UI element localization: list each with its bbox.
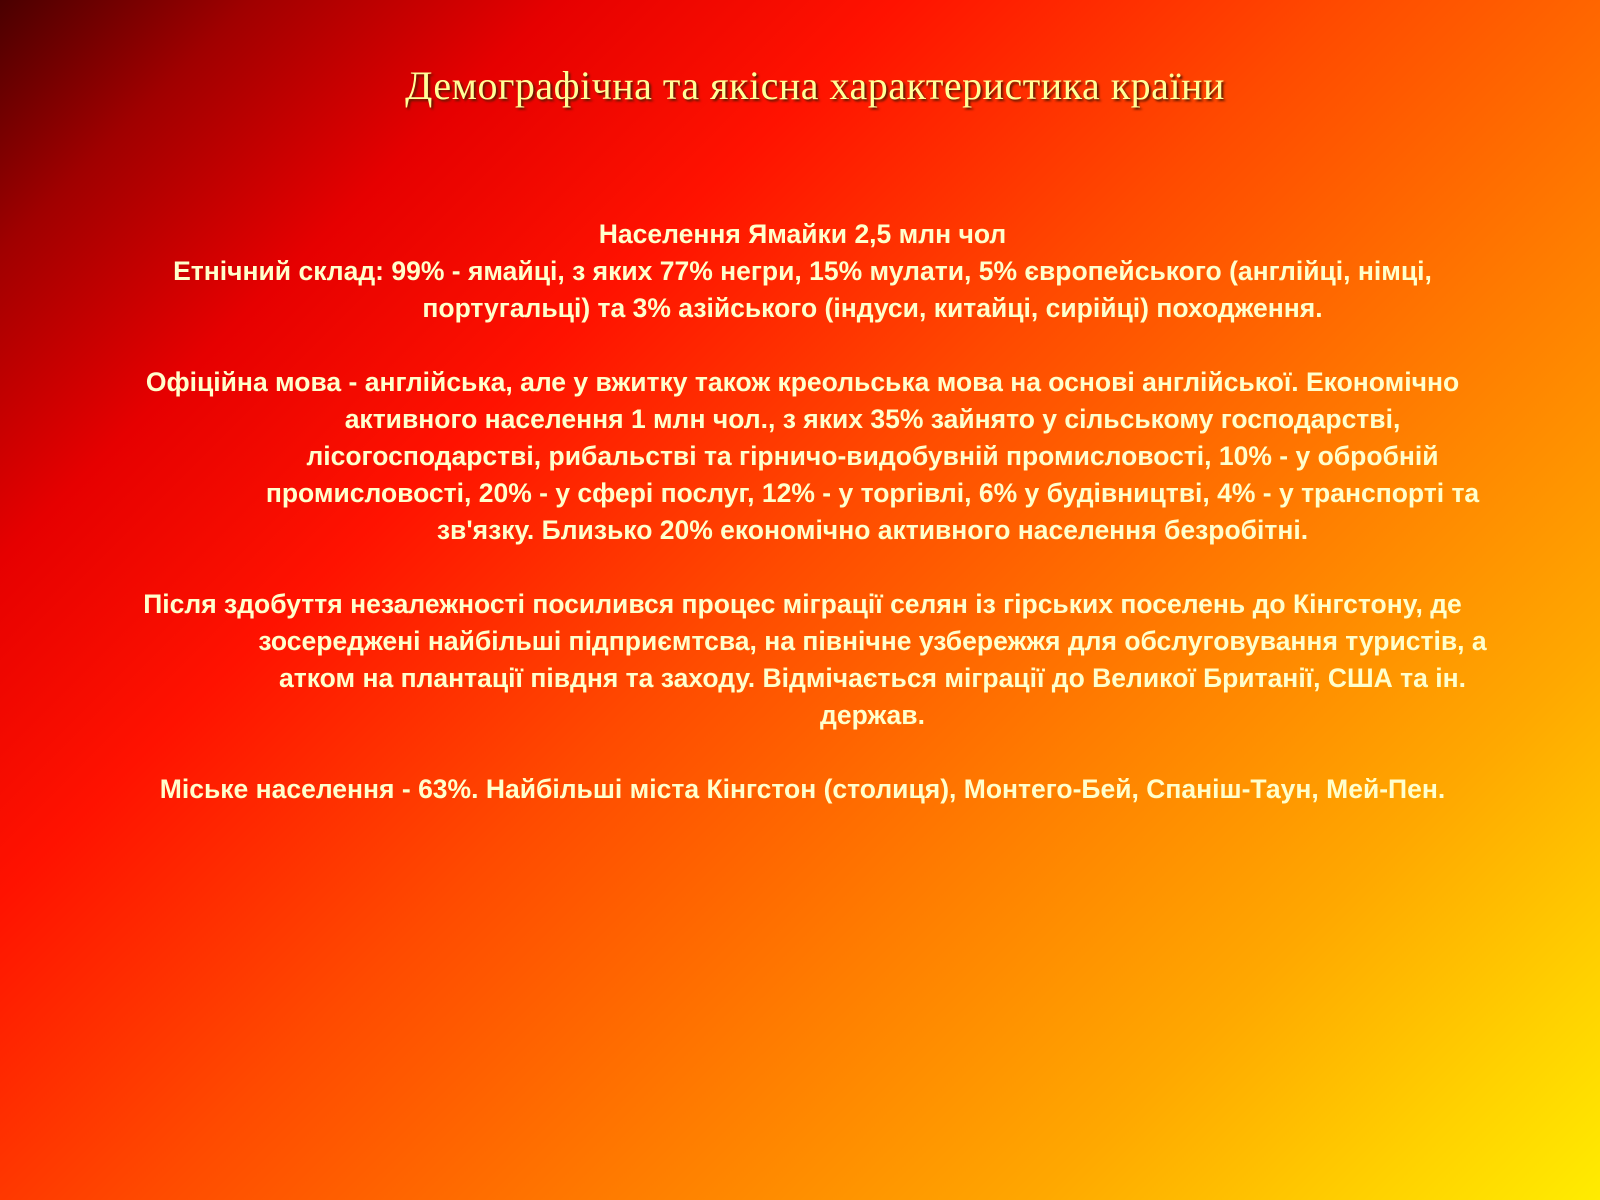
spacer — [110, 327, 1495, 364]
urban-population-paragraph: Міське населення - 63%. Найбільші міста Кінгстон (столиця), Монтего-Бей, Спаніш-Таун, Мей-Пен. — [159, 774, 1446, 804]
migration-paragraph: Після здобуття незалежності посилився процес міграції селян із гірських поселень до Кінгстону, де зосереджені найбільші підприємтсва, на північне узбережжя для обслуговування туристів, а атком на плантації півдня та заходу. Відмічається міграції до Великої Британії, США та ін. держав. — [143, 589, 1487, 730]
population-paragraph: Населення Ямайки 2,5 млн чол — [598, 219, 1007, 249]
spacer — [110, 734, 1495, 771]
ethnic-composition-paragraph: Етнічний склад: 99% - ямайці, з яких 77% негри, 15% мулати, 5% європейського (англійці, німці, португальці) та 3% азійського (індуси, китайці, сирійці) походження. — [173, 256, 1432, 323]
slide-content — [110, 216, 1495, 808]
slide-title: Демографічна та якісна характеристика країни — [405, 63, 1225, 108]
language-economy-paragraph: Офіційна мова - англійська, але у вжитку також креольська мова на основі англійської. Економічно активного населення 1 млн чол., з яких 35% зайнято у сільському господарстві, лісогосподарстві, рибальстві та гірничо-видобувній промисловості, 10% - у обробній промисловості, 20% - у сфері послуг, 12% - у торгівлі, 6% у будівництві, 4% - у транспорті та зв'язку. Близько 20% економічно активного населення безробітні. — [145, 367, 1480, 545]
spacer — [110, 549, 1495, 586]
